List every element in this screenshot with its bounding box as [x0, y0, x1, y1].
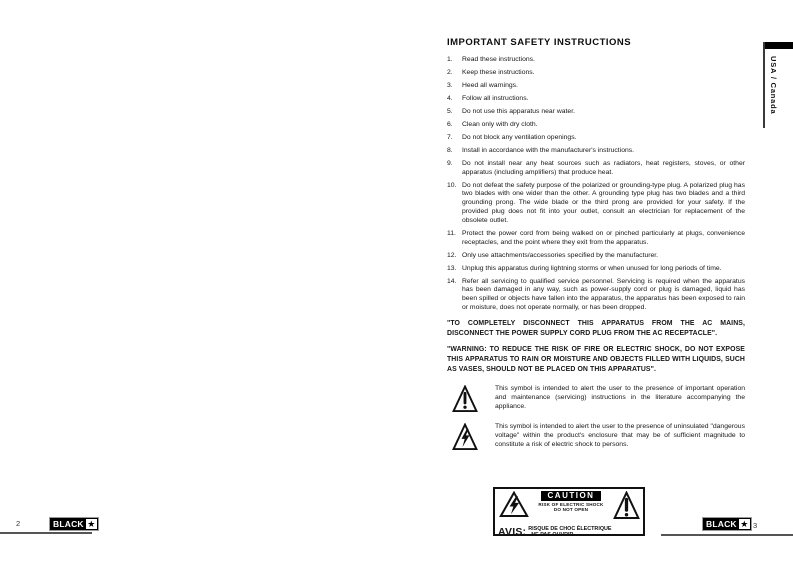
avis-text	[528, 526, 611, 538]
avis-line-2: –NE PAS OUVRIR.	[528, 532, 575, 538]
item-number: 4.	[447, 94, 453, 102]
item-number: 10.	[447, 181, 457, 189]
item-text: Do not block any ventilation openings.	[462, 133, 577, 141]
avis-label: AVIS:	[498, 526, 527, 538]
caution-text-block	[529, 491, 613, 513]
region-tab-label: USA / Canada	[769, 56, 778, 115]
item-text: Only use attachments/accessories specified by the manufacturer.	[462, 251, 659, 259]
exclamation-triangle-icon	[613, 491, 640, 525]
lightning-triangle-icon	[499, 491, 529, 523]
item-text: Clean only with dry cloth.	[462, 120, 538, 128]
caution-line-2: DO NOT OPEN	[553, 507, 589, 513]
caution-box-bottom	[495, 526, 643, 538]
instruction-item	[447, 147, 745, 156]
item-text: Refer all servicing to qualified service personnel. Servicing is required when the apparatus has been damaged in any way, such as power-supply cord or plug is damaged, liquid has been spilled or objects have fallen into the apparatus, the apparatus has been exposed to rain or moisture, does not operate normally, or has been dropped.	[462, 277, 745, 311]
page-number-left: 2	[16, 519, 21, 528]
item-text: Keep these instructions.	[462, 68, 535, 76]
item-text: Do not use this apparatus near water.	[462, 107, 575, 115]
lightning-triangle-icon	[452, 423, 478, 451]
instruction-item	[447, 230, 745, 248]
item-number: 3.	[447, 81, 453, 89]
caution-label: CAUTION	[541, 491, 602, 501]
item-number: 14.	[447, 277, 457, 285]
instruction-item	[447, 56, 745, 65]
safety-instructions-page	[447, 37, 745, 451]
brand-logo-right	[702, 517, 752, 531]
footer-rule-left	[0, 532, 92, 534]
item-text: Follow all instructions.	[462, 94, 529, 102]
instructions-list	[447, 56, 745, 313]
caution-box	[493, 487, 645, 536]
instruction-item	[447, 265, 745, 274]
item-number: 8.	[447, 146, 453, 154]
footer-rule-right	[661, 534, 793, 536]
star-icon: ★	[87, 519, 96, 529]
item-number: 5.	[447, 107, 453, 115]
item-number: 2.	[447, 68, 453, 76]
region-tab-bar	[764, 42, 793, 49]
brand-logo-text: BLACK	[53, 519, 84, 529]
item-text: Do not install near any heat sources such as radiators, heat registers, stoves, or other apparatus (including amplifiers) that produce heat.	[462, 159, 745, 176]
item-number: 11.	[447, 229, 456, 237]
star-icon: ★	[740, 519, 749, 529]
instruction-item	[447, 278, 745, 313]
instruction-item	[447, 108, 745, 117]
instruction-item	[447, 182, 745, 226]
caution-box-top	[495, 489, 643, 525]
disconnect-warning: "TO COMPLETELY DISCONNECT THIS APPARATUS FROM THE AC MAINS, DISCONNECT THE POWER SUPPLY CORD PLUG FROM THE AC RECEPTACLE".	[447, 319, 745, 337]
symbol-note-operation	[447, 384, 745, 413]
item-number: 12.	[447, 251, 457, 259]
instruction-item	[447, 69, 745, 78]
exclamation-triangle-icon	[452, 385, 478, 413]
instruction-item	[447, 82, 745, 91]
page-title: IMPORTANT SAFETY INSTRUCTIONS	[447, 37, 632, 48]
item-text: Heed all warnings.	[462, 81, 518, 89]
item-text: Unplug this apparatus during lightning storms or when unused for long periods of time.	[462, 264, 722, 272]
instruction-item	[447, 95, 745, 104]
region-tab-divider	[763, 42, 765, 128]
symbol-note-text: This symbol is intended to alert the user to the presence of important operation and maintenance (servicing) instructions in the literature accompanying the appliance.	[495, 384, 745, 411]
item-number: 1.	[447, 56, 453, 63]
instruction-item	[447, 121, 745, 130]
item-number: 9.	[447, 159, 453, 167]
instruction-item	[447, 134, 745, 143]
symbol-note-text: This symbol is intended to alert the user to the presence of uninsulated "dangerous voltage" within the product's enclosure that may be of sufficient magnitude to constitute a risk of electric shock to persons.	[495, 422, 745, 449]
instruction-item	[447, 160, 745, 178]
instruction-item	[447, 252, 745, 261]
caution-line-1: RISK OF ELECTRIC SHOCK	[538, 502, 604, 507]
moisture-warning: "WARNING: TO REDUCE THE RISK OF FIRE OR ELECTRIC SHOCK, DO NOT EXPOSE THIS APPARATUS TO RAIN OR MOISTURE AND OBJECTS FILLED WITH LIQUIDS, SUCH AS VASES, SHOULD NOT BE PLACED ON THIS APPARATUS".	[447, 345, 745, 373]
brand-logo-left	[49, 517, 99, 531]
item-number: 6.	[447, 120, 453, 128]
item-text: Install in accordance with the manufacturer's instructions.	[462, 146, 635, 154]
avis-line-1: RISQUE DE CHOC ÉLECTRIQUE	[528, 526, 612, 532]
item-number: 7.	[447, 133, 453, 141]
item-text: Protect the power cord from being walked on or pinched particularly at plugs, convenience receptacles, and the point where they exit from the apparatus.	[462, 229, 745, 246]
item-text: Do not defeat the safety purpose of the polarized or grounding-type plug. A polarized plug has two blades with one wider than the other. A grounding type plug has two blades and a third grounding prong. The wide blade or the third prong are provided for your safety. If the provided plug does not fit into your outlet, consult an electrician for replacement of the obsolete outlet.	[462, 181, 745, 224]
page-number-right: 3	[753, 521, 758, 530]
item-number: 13.	[447, 264, 457, 272]
item-text: Read these instructions.	[462, 56, 535, 63]
symbol-note-voltage	[447, 422, 745, 451]
brand-logo-text: BLACK	[706, 519, 737, 529]
